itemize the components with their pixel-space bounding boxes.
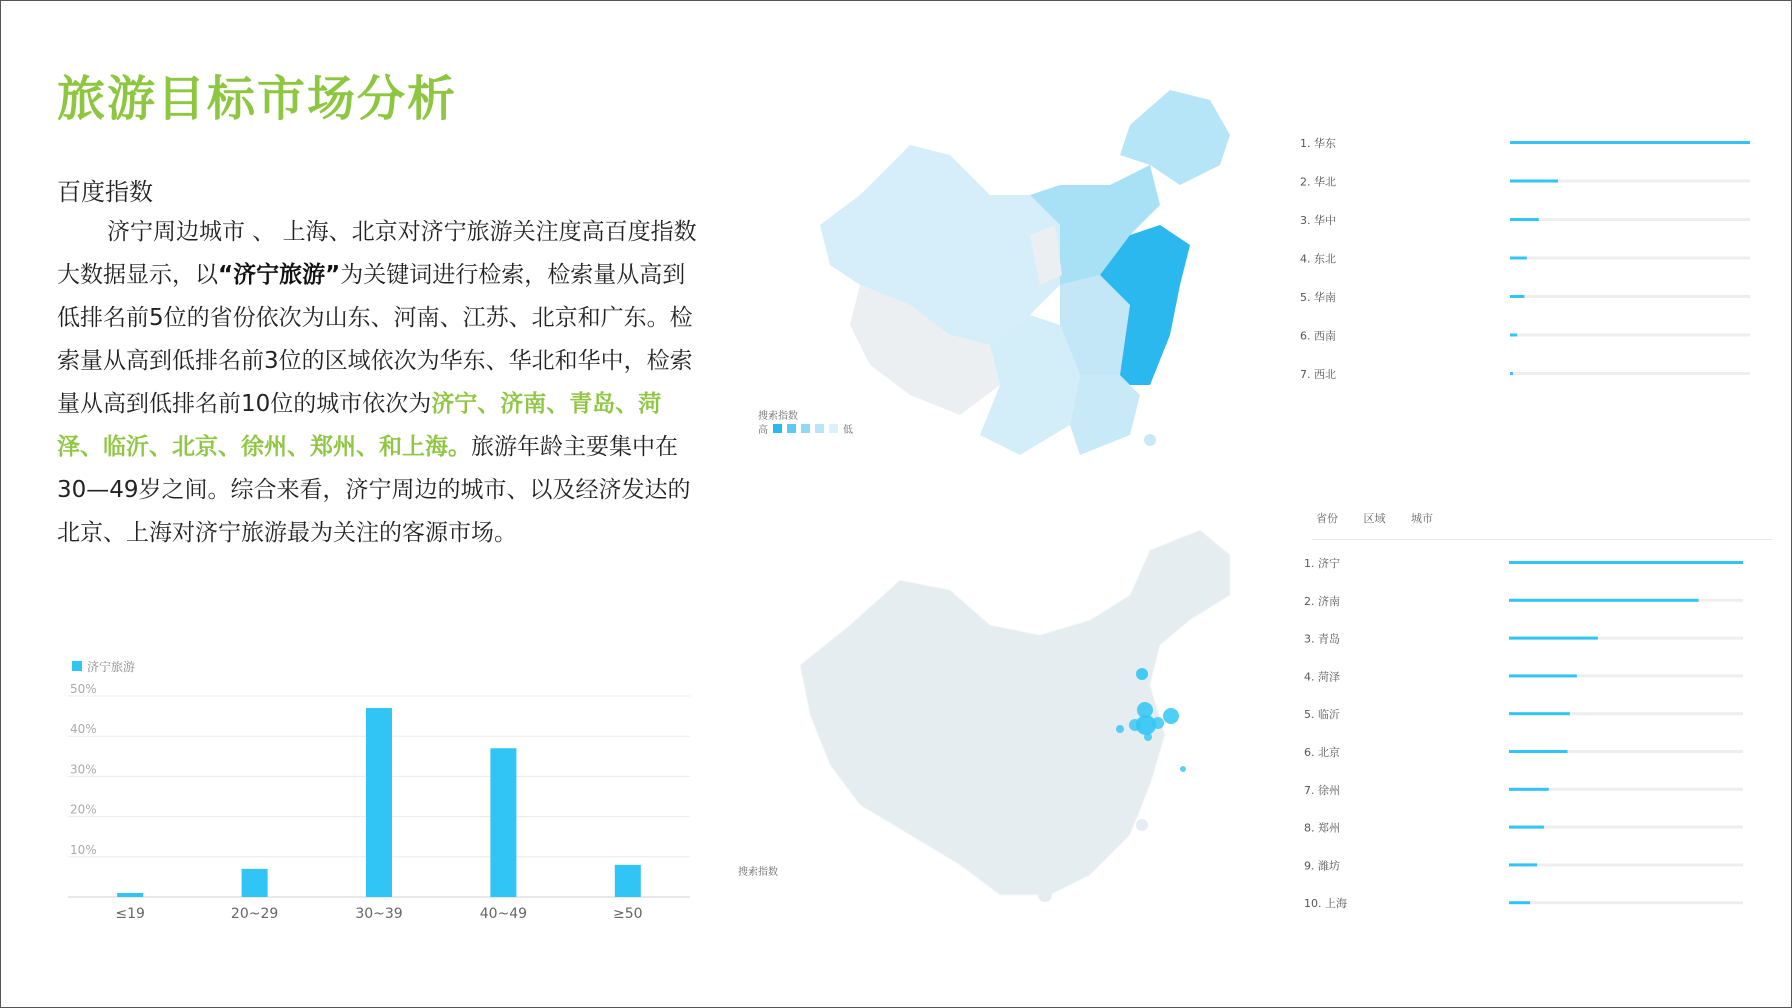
taiwan-island [1136, 819, 1148, 831]
tab-region[interactable]: 区域 [1363, 512, 1386, 525]
china-map-regions [800, 85, 1290, 465]
rank-track [1510, 295, 1750, 298]
rank-bar-3 [1510, 257, 1527, 260]
rank-bar-0 [1510, 141, 1750, 144]
rank-label: 4. 东北 [1300, 252, 1336, 266]
legend-swatch-5 [829, 424, 838, 433]
china-map-cities [790, 525, 1290, 915]
rank-label: 8. 郑州 [1304, 821, 1340, 835]
rank-bar-4 [1510, 295, 1524, 298]
bubble-qingdao [1163, 708, 1179, 724]
rank-track [1510, 257, 1750, 260]
age-bar-0 [117, 893, 143, 897]
rank-label: 6. 北京 [1304, 746, 1340, 759]
rank-label: 2. 华北 [1300, 175, 1336, 189]
keyword-text: “济宁旅游” [218, 262, 341, 288]
rank-label: 2. 济南 [1304, 594, 1340, 608]
rank-label: 7. 徐州 [1304, 783, 1340, 797]
rank-track [1510, 218, 1750, 221]
rank-bar-6 [1510, 372, 1513, 375]
rank-label: 4. 菏泽 [1304, 670, 1340, 684]
x-tick-label: 20~29 [230, 906, 279, 922]
rank-bar-6 [1509, 788, 1549, 791]
y-tick-label: 20% [70, 802, 97, 817]
region-hainan [1144, 434, 1156, 446]
age-bar-3 [490, 748, 516, 897]
bubble-heze [1129, 719, 1141, 731]
hainan-island [1038, 888, 1052, 902]
rank-label: 7. 西北 [1300, 368, 1336, 381]
age-bar-4 [615, 865, 641, 897]
page-title: 旅游目标市场分析 [57, 71, 458, 127]
rank-track [1509, 863, 1743, 866]
tab-city[interactable]: 城市 [1411, 512, 1433, 525]
region-south [1070, 375, 1140, 455]
rank-bar-0 [1509, 561, 1743, 564]
legend-low-label: 低 [843, 425, 853, 436]
legend-label-jining: 济宁旅游 [87, 660, 136, 674]
rank-label: 1. 华东 [1300, 137, 1336, 150]
bubble-beijing [1136, 668, 1148, 680]
rank-bar-1 [1510, 180, 1558, 183]
rank-bar-3 [1509, 674, 1577, 677]
rank-label: 10. 上海 [1304, 897, 1347, 911]
region-heat-map [800, 85, 1290, 465]
bubble-xuzhou [1144, 733, 1152, 741]
region-ranking-svg [1290, 128, 1760, 388]
rank-label: 5. 临沂 [1304, 708, 1340, 722]
rank-track [1510, 372, 1750, 375]
rank-label: 3. 华中 [1300, 214, 1336, 227]
rank-track [1509, 901, 1743, 904]
age-bar-2 [366, 708, 392, 897]
rank-label: 9. 潍坊 [1304, 859, 1340, 873]
y-tick-label: 10% [70, 842, 97, 857]
age-bar-1 [242, 869, 268, 897]
bubble-linyi [1152, 717, 1164, 729]
rank-label: 1. 济宁 [1304, 557, 1340, 570]
rank-bar-1 [1509, 599, 1699, 602]
city-ranking-svg [1290, 548, 1760, 928]
paragraph-part-3: 旅游年龄主要集中在30—49岁之间。综合来看，济宁周边的城市、以及经济发达的北京、上海对济宁旅游最为关注的客源市场。 [57, 434, 691, 546]
ranking-tabs [1312, 510, 1772, 540]
paragraph-part-2: 为关键词进行检索，检索量从高到低排名前5位的省份依次为山东、河南、江苏、北京和广东。检索量从高到低排名前3位的区域依次为华东、华北和华中，检索量从高到低排名前10位的城市依次为 [57, 262, 693, 417]
map1-legend-scale [758, 421, 853, 436]
x-tick-label: ≤19 [115, 906, 145, 922]
rank-label: 3. 青岛 [1304, 632, 1340, 646]
analysis-paragraph [57, 211, 697, 555]
legend-swatch-2 [787, 424, 796, 433]
map1-legend-title: 搜索指数 [758, 411, 798, 422]
age-bar-chart [60, 650, 700, 930]
legend-swatch-jining [72, 661, 82, 671]
rank-track [1510, 334, 1750, 337]
x-tick-label: 30~39 [355, 906, 403, 922]
legend-swatch-1 [773, 424, 782, 433]
bubble-zhengzhou [1116, 725, 1124, 733]
tab-province[interactable]: 省份 [1316, 512, 1338, 525]
rank-bar-8 [1509, 863, 1537, 866]
rank-bar-2 [1510, 218, 1539, 221]
rank-bar-4 [1509, 712, 1570, 715]
rank-bar-5 [1509, 750, 1568, 753]
paragraph-part-1: 济宁周边城市 、 上海、北京对济宁旅游关注度高百度指数大数据显示，以 [57, 219, 697, 288]
rank-bar-7 [1509, 826, 1544, 829]
top-cities-text: 济宁、济南、青岛、菏泽、临沂、北京、徐州、郑州、和上海。 [57, 391, 662, 460]
rank-bar-5 [1510, 334, 1517, 337]
y-tick-label: 30% [70, 762, 97, 777]
legend-swatch-3 [801, 424, 810, 433]
y-tick-label: 50% [70, 682, 97, 696]
bubble-shanghai [1180, 766, 1186, 772]
city-ranking [1290, 548, 1760, 928]
x-tick-label: ≥50 [613, 906, 643, 922]
rank-label: 6. 西南 [1300, 329, 1336, 343]
legend-high-label: 高 [758, 425, 768, 436]
map2-legend-title: 搜索指数 [738, 867, 778, 878]
legend-swatch-4 [815, 424, 824, 433]
region-ranking [1290, 128, 1760, 388]
age-chart-svg [60, 650, 700, 930]
y-tick-label: 40% [70, 722, 97, 737]
region-northeast [1120, 90, 1230, 185]
city-bubble-map [790, 525, 1290, 915]
rank-bar-2 [1509, 637, 1598, 640]
rank-label: 5. 华南 [1300, 291, 1336, 304]
x-tick-label: 40~49 [479, 906, 528, 922]
section-subtitle: 百度指数 [57, 178, 153, 206]
rank-bar-9 [1509, 901, 1530, 904]
